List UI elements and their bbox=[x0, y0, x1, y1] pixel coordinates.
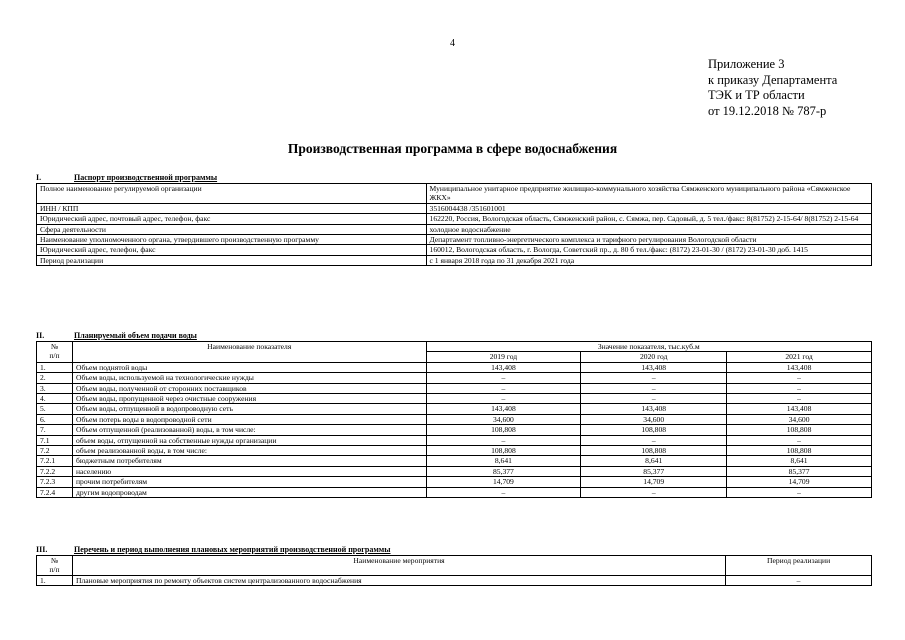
value-2020: – bbox=[581, 435, 727, 445]
header-activity-name: Наименование мероприятия bbox=[72, 556, 725, 576]
value-2021: 143,408 bbox=[727, 404, 872, 414]
table-row bbox=[37, 394, 872, 404]
row-num: 7.2.2 bbox=[37, 466, 73, 476]
row-name: объем реализованной воды, в том числе: bbox=[72, 446, 426, 456]
row-num: 5. bbox=[37, 404, 73, 414]
value-2019: 108,808 bbox=[426, 425, 581, 435]
table-row bbox=[37, 255, 872, 265]
table-row bbox=[37, 224, 872, 234]
value-2021: – bbox=[727, 373, 872, 383]
passport-value: холодное водоснабжение bbox=[426, 224, 871, 234]
water-volume-table bbox=[36, 341, 872, 498]
passport-table bbox=[36, 183, 872, 266]
value-2021: – bbox=[727, 487, 872, 497]
table-row bbox=[37, 214, 872, 224]
row-num: 7.2.1 bbox=[37, 456, 73, 466]
row-num: 1. bbox=[37, 362, 73, 372]
passport-value: с 1 января 2018 года по 31 декабря 2021 года bbox=[426, 255, 871, 265]
row-num: 7.1 bbox=[37, 435, 73, 445]
value-2019: 34,600 bbox=[426, 414, 581, 424]
section-3-number: III. bbox=[36, 545, 48, 554]
value-2021: 108,808 bbox=[727, 425, 872, 435]
section-2-number: II. bbox=[36, 331, 45, 340]
section-1-number: I. bbox=[36, 173, 42, 182]
table-header-row bbox=[37, 556, 872, 576]
passport-label: Юридический адрес, почтовый адрес, телефон, факс bbox=[37, 214, 427, 224]
table-row bbox=[37, 184, 872, 204]
table-header-row bbox=[37, 342, 872, 352]
row-num: 7.2.4 bbox=[37, 487, 73, 497]
passport-value: 162220, Россия, Вологодская область, Сямженский район, с. Сямжа, пер. Садовый, д. 5 тел./факс: 8(81752) 2-15-64/ 8(81752) 2-15-64 bbox=[426, 214, 871, 224]
passport-label: Полное наименование регулируемой организации bbox=[37, 184, 427, 204]
value-2019: 143,408 bbox=[426, 404, 581, 414]
table-row bbox=[37, 425, 872, 435]
row-num: 6. bbox=[37, 414, 73, 424]
value-2019: – bbox=[426, 435, 581, 445]
value-2020: – bbox=[581, 487, 727, 497]
value-2019: 14,709 bbox=[426, 477, 581, 487]
row-num: 3. bbox=[37, 383, 73, 393]
value-2021: – bbox=[727, 435, 872, 445]
section-1-heading bbox=[36, 173, 217, 182]
row-period: – bbox=[726, 575, 872, 585]
activities-table bbox=[36, 555, 872, 586]
row-num: 1. bbox=[37, 575, 73, 585]
table-row bbox=[37, 575, 872, 585]
row-name: Плановые мероприятия по ремонту объектов систем централизованного водоснабжения bbox=[72, 575, 725, 585]
table-row bbox=[37, 477, 872, 487]
header-period: Период реализации bbox=[726, 556, 872, 576]
table-row bbox=[37, 383, 872, 393]
value-2021: – bbox=[727, 383, 872, 393]
table-row bbox=[37, 446, 872, 456]
section-1-title: Паспорт производственной программы bbox=[74, 173, 218, 182]
value-2020: 108,808 bbox=[581, 425, 727, 435]
passport-value: Департамент топливно-энергетического комплекса и тарифного регулирования Вологодской области bbox=[426, 235, 871, 245]
row-num: 2. bbox=[37, 373, 73, 383]
value-2020: 14,709 bbox=[581, 477, 727, 487]
value-2020: – bbox=[581, 373, 727, 383]
passport-label: Юридический адрес, телефон, факс bbox=[37, 245, 427, 255]
table-row bbox=[37, 487, 872, 497]
row-name: бюджетным потребителям bbox=[72, 456, 426, 466]
value-2019: – bbox=[426, 373, 581, 383]
value-2020: 108,808 bbox=[581, 446, 727, 456]
header-year-2021: 2021 год bbox=[727, 352, 872, 362]
passport-label: Наименование уполномоченного органа, утвердившего производственную программу bbox=[37, 235, 427, 245]
value-2019: – bbox=[426, 383, 581, 393]
value-2020: 143,408 bbox=[581, 404, 727, 414]
section-2-heading bbox=[36, 331, 197, 340]
value-2020: 34,600 bbox=[581, 414, 727, 424]
passport-value: 160012, Вологодская область, г. Вологда, Советский пр., д. 80 б тел./факс: (8172) 23-01-30 / (8172) 23-01-30 доб. 1415 bbox=[426, 245, 871, 255]
value-2019: 8,641 bbox=[426, 456, 581, 466]
header-num bbox=[37, 342, 73, 363]
section-2-title: Планируемый объем подачи воды bbox=[74, 331, 197, 340]
row-name: Объем воды, отпущенной в водопроводную сеть bbox=[72, 404, 426, 414]
table-row bbox=[37, 373, 872, 383]
row-num: 7.2.3 bbox=[37, 477, 73, 487]
table-row bbox=[37, 362, 872, 372]
table-row bbox=[37, 404, 872, 414]
section-3-heading bbox=[36, 545, 390, 554]
table-row bbox=[37, 456, 872, 466]
value-2021: 108,808 bbox=[727, 446, 872, 456]
table-row bbox=[37, 235, 872, 245]
row-name: Объем воды, полученной от сторонних поставщиков bbox=[72, 383, 426, 393]
row-num: 4. bbox=[37, 394, 73, 404]
value-2020: – bbox=[581, 394, 727, 404]
value-2019: 85,377 bbox=[426, 466, 581, 476]
passport-value: 3516004438 /351601001 bbox=[426, 203, 871, 213]
value-2021: – bbox=[727, 394, 872, 404]
row-num: 7.2 bbox=[37, 446, 73, 456]
value-2019: 143,408 bbox=[426, 362, 581, 372]
header-num-abbr: п/п bbox=[49, 351, 60, 361]
appendix-block bbox=[708, 57, 837, 119]
header-num bbox=[37, 556, 73, 576]
appendix-line-3: ТЭК и ТР области bbox=[708, 88, 805, 102]
appendix-line-2: к приказу Департамента bbox=[708, 72, 838, 87]
header-num-abbr: п/п bbox=[49, 565, 60, 575]
header-num-sign: № bbox=[50, 556, 59, 565]
value-2020: 8,641 bbox=[581, 456, 727, 466]
row-name: населению bbox=[72, 466, 426, 476]
value-2021: 14,709 bbox=[727, 477, 872, 487]
value-2021: 143,408 bbox=[727, 362, 872, 372]
value-2020: 85,377 bbox=[581, 466, 727, 476]
value-2021: 34,600 bbox=[727, 414, 872, 424]
row-name: прочим потребителям bbox=[72, 477, 426, 487]
row-name: Объем воды, пропущенной через очистные сооружения bbox=[72, 394, 426, 404]
row-name: Объем отпущенной (реализованной) воды, в том числе: bbox=[72, 425, 426, 435]
table-row bbox=[37, 466, 872, 476]
value-2021: 8,641 bbox=[727, 456, 872, 466]
passport-value: Муниципальное унитарное предприятие жилищно-коммунального хозяйства Сямженского муниципального района «Сямженское ЖКХ» bbox=[426, 184, 871, 204]
appendix-line-1: Приложение 3 bbox=[708, 57, 785, 71]
row-name: Объем потерь воды в водопроводной сети bbox=[72, 414, 426, 424]
header-num-sign: № bbox=[50, 342, 59, 351]
row-name: Объем воды, используемой на технологические нужды bbox=[72, 373, 426, 383]
row-name: другим водопроводам bbox=[72, 487, 426, 497]
value-2019: 108,808 bbox=[426, 446, 581, 456]
page-number: 4 bbox=[450, 38, 455, 49]
appendix-line-4: от 19.12.2018 № 787-р bbox=[708, 103, 827, 118]
row-name: объем воды, отпущенной на собственные нужды организации bbox=[72, 435, 426, 445]
passport-label: ИНН / КПП bbox=[37, 203, 427, 213]
value-2019: – bbox=[426, 487, 581, 497]
value-2019: – bbox=[426, 394, 581, 404]
passport-label: Период реализации bbox=[37, 255, 427, 265]
table-row bbox=[37, 245, 872, 255]
header-year-2019: 2019 год bbox=[426, 352, 581, 362]
header-value-group: Значение показателя, тыс.куб.м bbox=[426, 342, 871, 352]
table-row bbox=[37, 203, 872, 213]
row-num: 7. bbox=[37, 425, 73, 435]
header-indicator-name: Наименование показателя bbox=[72, 342, 426, 363]
passport-label: Сфера деятельности bbox=[37, 224, 427, 234]
value-2020: 143,408 bbox=[581, 362, 727, 372]
document-title: Производственная программа в сфере водоснабжения bbox=[287, 141, 618, 156]
header-year-2020: 2020 год bbox=[581, 352, 727, 362]
value-2020: – bbox=[581, 383, 727, 393]
value-2021: 85,377 bbox=[727, 466, 872, 476]
table-row bbox=[37, 435, 872, 445]
table-row bbox=[37, 414, 872, 424]
section-3-title: Перечень и период выполнения плановых мероприятий производственной программы bbox=[74, 545, 391, 554]
row-name: Объем поднятой воды bbox=[72, 362, 426, 372]
